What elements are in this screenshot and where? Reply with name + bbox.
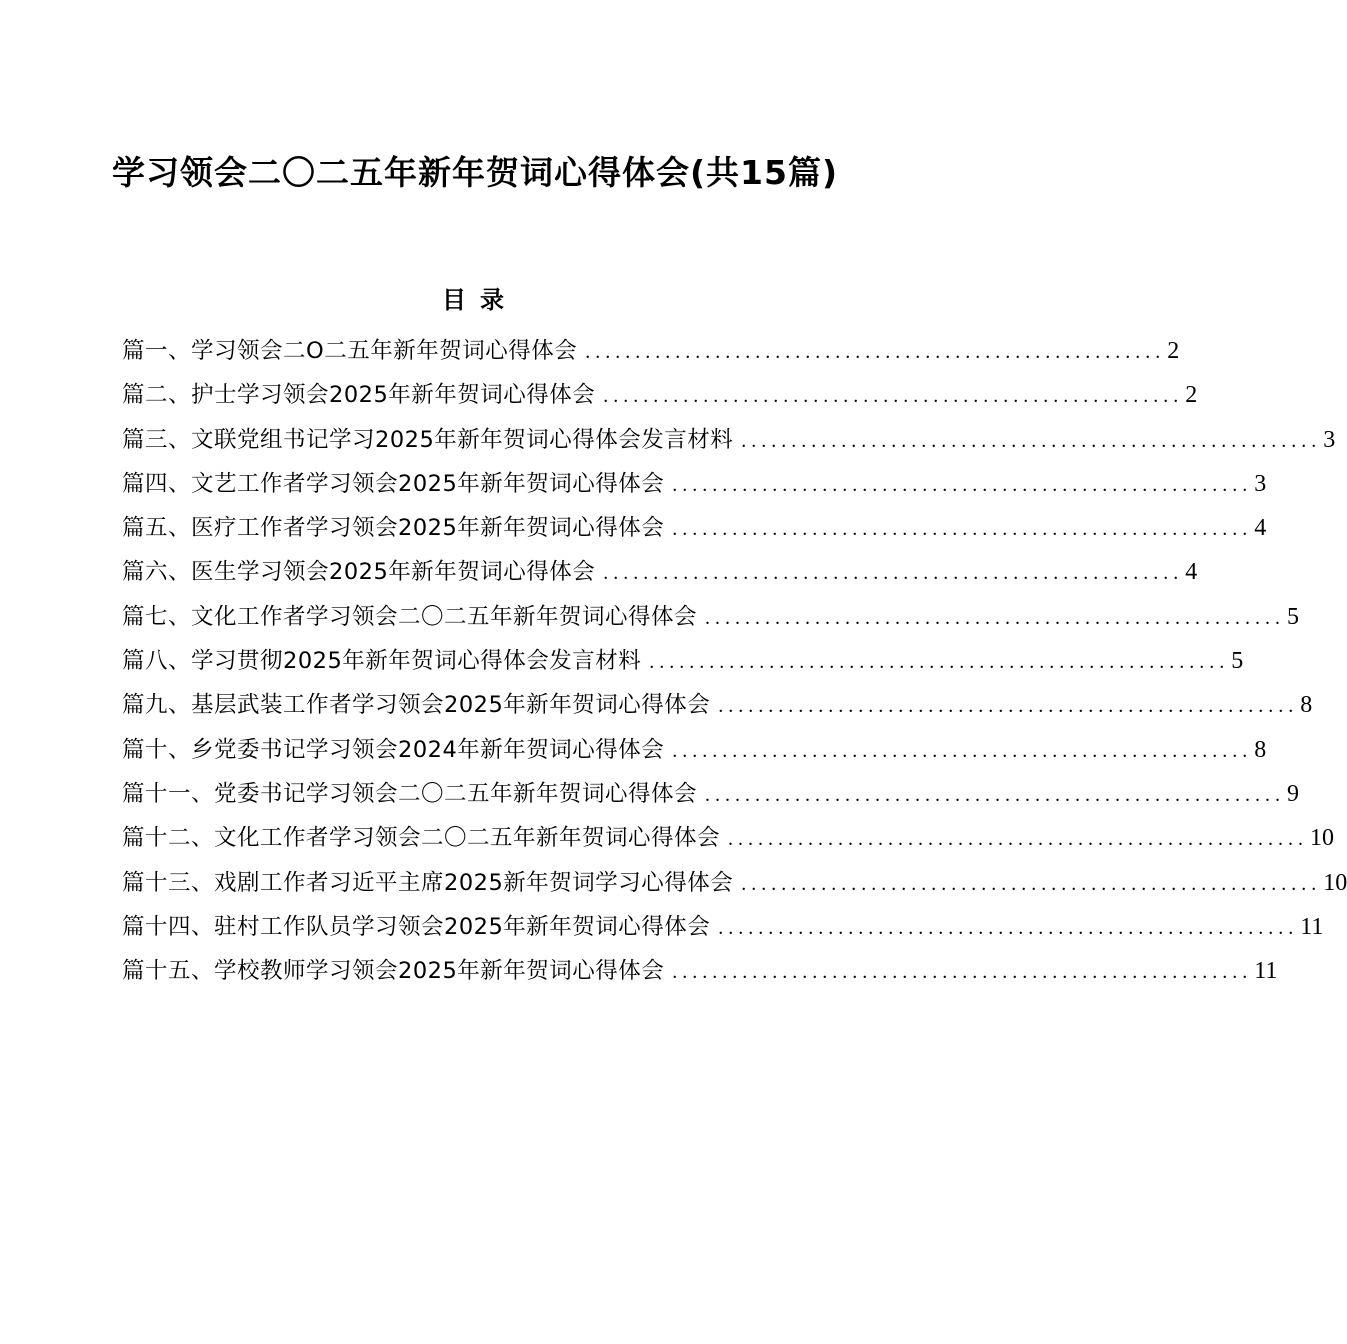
toc-entry-label: 篇九、基层武装工作者学习领会2025年新年贺词心得体会: [122, 692, 711, 719]
toc-heading: 目录: [442, 286, 518, 314]
toc-entry-page: 4: [1185, 559, 1198, 586]
toc-entry-label: 篇八、学习贯彻2025年新年贺词心得体会发言材料: [122, 648, 642, 675]
toc-entry-page: 9: [1287, 780, 1300, 807]
dot-leader: ..........................................................: [705, 783, 1286, 806]
toc-entry[interactable]: [122, 375, 1198, 419]
toc-entry-page: 5: [1287, 603, 1300, 630]
toc-entry[interactable]: [122, 907, 1324, 951]
toc-entry-label: 篇六、医生学习领会2025年新年贺词心得体会: [122, 559, 596, 586]
toc-entry[interactable]: [122, 331, 1180, 375]
toc-entry-page: 8: [1254, 736, 1267, 763]
toc-entry[interactable]: [122, 552, 1198, 596]
toc-entry[interactable]: [122, 641, 1244, 685]
toc-entry[interactable]: [122, 464, 1267, 508]
dot-leader: ..........................................................: [718, 695, 1299, 718]
dot-leader: ..........................................................: [741, 872, 1322, 895]
toc-entry-page: 11: [1254, 958, 1278, 985]
dot-leader: ..........................................................: [672, 518, 1253, 541]
toc-entry[interactable]: [122, 730, 1267, 774]
toc-entry-page: 5: [1231, 648, 1244, 675]
toc-entry-page: 2: [1185, 382, 1198, 409]
toc-entry-page: 4: [1254, 515, 1267, 542]
toc-entry-label: 篇十、乡党委书记学习领会2024年新年贺词心得体会: [122, 736, 665, 763]
toc-entry-page: 11: [1300, 913, 1324, 940]
dot-leader: ..........................................................: [672, 473, 1253, 496]
toc-entry-label: 篇十一、党委书记学习领会二〇二五年新年贺词心得体会: [122, 780, 698, 807]
toc-entry-label: 篇十三、戏剧工作者习近平主席2025新年贺词学习心得体会: [122, 869, 734, 896]
toc-entry-label: 篇五、医疗工作者学习领会2025年新年贺词心得体会: [122, 515, 665, 542]
toc-entry[interactable]: [122, 420, 1336, 464]
document-title: 学习领会二〇二五年新年贺词心得体会(共15篇): [111, 153, 839, 193]
toc-entry-label: 篇一、学习领会二O二五年新年贺词心得体会: [122, 338, 578, 364]
toc-entry-label: 篇四、文艺工作者学习领会2025年新年贺词心得体会: [122, 470, 665, 497]
dot-leader: ..........................................................: [718, 916, 1299, 939]
toc-entry-page: 10: [1323, 869, 1347, 896]
dot-leader: ..........................................................: [741, 429, 1322, 452]
table-of-contents: [122, 331, 1347, 995]
dot-leader: ..........................................................: [728, 828, 1309, 851]
toc-entry[interactable]: [122, 774, 1300, 818]
dot-leader: ..........................................................: [672, 961, 1253, 984]
toc-entry-label: 篇三、文联党组书记学习2025年新年贺词心得体会发言材料: [122, 426, 734, 453]
toc-entry-page: 3: [1254, 470, 1267, 497]
dot-leader: ..........................................................: [603, 562, 1184, 585]
dot-leader: ..........................................................: [585, 341, 1166, 363]
toc-entry-page: 8: [1300, 692, 1313, 719]
toc-entry[interactable]: [122, 818, 1335, 862]
toc-entry[interactable]: [122, 951, 1278, 995]
toc-entry-label: 篇七、文化工作者学习领会二〇二五年新年贺词心得体会: [122, 603, 698, 630]
toc-entry-page: 2: [1167, 338, 1180, 364]
toc-entry-page: 10: [1310, 825, 1335, 852]
toc-entry[interactable]: [122, 508, 1267, 552]
toc-entry-label: 篇十四、驻村工作队员学习领会2025年新年贺词心得体会: [122, 913, 711, 940]
dot-leader: ..........................................................: [705, 606, 1286, 629]
toc-entry-label: 篇十五、学校教师学习领会2025年新年贺词心得体会: [122, 958, 665, 985]
dot-leader: ..........................................................: [649, 651, 1230, 674]
dot-leader: ..........................................................: [603, 385, 1184, 408]
toc-entry[interactable]: [122, 685, 1313, 729]
toc-entry[interactable]: [122, 597, 1300, 641]
toc-entry[interactable]: [122, 863, 1347, 907]
toc-entry-page: 3: [1323, 426, 1336, 453]
dot-leader: ..........................................................: [672, 739, 1253, 762]
toc-entry-label: 篇二、护士学习领会2025年新年贺词心得体会: [122, 382, 596, 409]
toc-entry-label: 篇十二、文化工作者学习领会二〇二五年新年贺词心得体会: [122, 825, 721, 852]
